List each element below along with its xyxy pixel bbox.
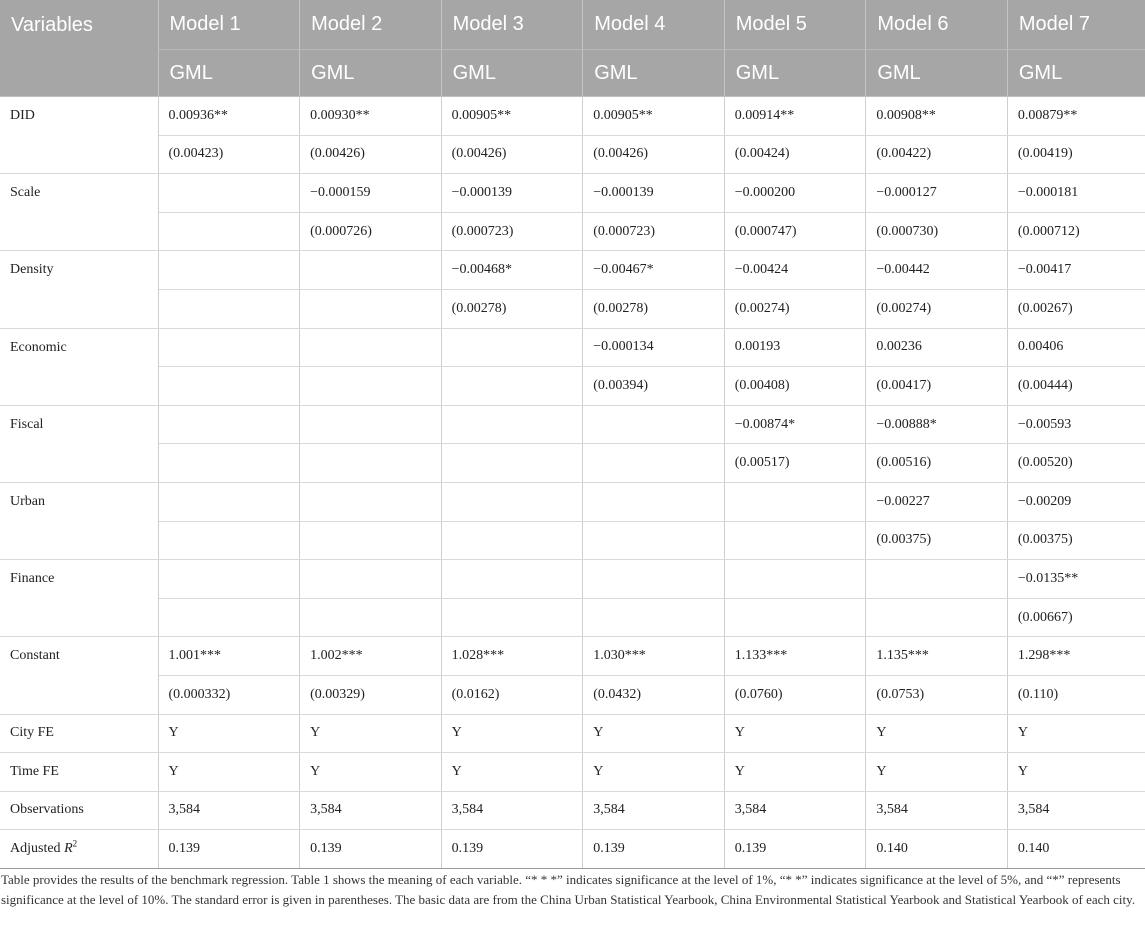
std-error-cell: (0.000747) (724, 212, 866, 251)
value-cell: 3,584 (866, 791, 1008, 830)
variable-label: Observations (0, 791, 158, 830)
coefficient-cell: −0.000127 (866, 174, 1008, 213)
coefficient-cell (300, 405, 442, 444)
value-cell: Y (1007, 753, 1145, 792)
table-row (0, 753, 1145, 792)
r-superscript: 2 (72, 838, 78, 849)
dependent-variable-header: GML (1007, 50, 1145, 97)
coefficient-cell: −0.00442 (866, 251, 1008, 290)
coefficient-cell (300, 482, 442, 521)
coefficient-cell: 0.00193 (724, 328, 866, 367)
model-header: Model 4 (583, 0, 725, 50)
coefficient-cell (441, 482, 583, 521)
variable-label: Economic (0, 328, 158, 405)
std-error-cell: (0.00375) (1007, 521, 1145, 560)
coefficient-cell: 1.133*** (724, 637, 866, 676)
value-cell: Y (583, 714, 725, 753)
coefficient-cell: 0.00936** (158, 97, 300, 136)
coefficient-cell (300, 251, 442, 290)
coefficient-cell: −0.00227 (866, 482, 1008, 521)
std-error-cell (441, 598, 583, 637)
table-row (0, 212, 1145, 251)
table-row (0, 560, 1145, 599)
coefficient-cell (583, 482, 725, 521)
model-header: Model 1 (158, 0, 300, 50)
std-error-cell (300, 289, 442, 328)
coefficient-cell: 0.00406 (1007, 328, 1145, 367)
std-error-cell: (0.00408) (724, 367, 866, 406)
value-cell: 3,584 (1007, 791, 1145, 830)
std-error-cell (158, 521, 300, 560)
variable-label: DID (0, 97, 158, 174)
coefficient-cell (158, 251, 300, 290)
coefficient-cell (583, 405, 725, 444)
table-row (0, 598, 1145, 637)
table-row (0, 791, 1145, 830)
std-error-cell: (0.00278) (441, 289, 583, 328)
value-cell: 3,584 (300, 791, 442, 830)
variable-label: Constant (0, 637, 158, 714)
coefficient-cell: 0.00879** (1007, 97, 1145, 136)
value-cell: 0.139 (724, 830, 866, 869)
coefficient-cell: −0.00888* (866, 405, 1008, 444)
r-symbol: R (64, 841, 73, 857)
std-error-cell: (0.0432) (583, 675, 725, 714)
value-cell: 3,584 (158, 791, 300, 830)
table-body (0, 97, 1145, 869)
table-row (0, 521, 1145, 560)
value-cell: Y (300, 753, 442, 792)
value-cell: 0.140 (866, 830, 1008, 869)
std-error-cell (300, 367, 442, 406)
coefficient-cell: 0.00930** (300, 97, 442, 136)
value-cell: 0.139 (583, 830, 725, 869)
coefficient-cell: −0.00424 (724, 251, 866, 290)
std-error-cell: (0.00375) (866, 521, 1008, 560)
std-error-cell: (0.00444) (1007, 367, 1145, 406)
table-row (0, 405, 1145, 444)
coefficient-cell: 1.001*** (158, 637, 300, 676)
coefficient-cell (300, 328, 442, 367)
variable-label: Fiscal (0, 405, 158, 482)
value-cell: Y (866, 714, 1008, 753)
table-row (0, 174, 1145, 213)
variable-label: City FE (0, 714, 158, 753)
std-error-cell: (0.00516) (866, 444, 1008, 483)
std-error-cell (866, 598, 1008, 637)
table-footnote: Table provides the results of the benchmark regression. Table 1 shows the meaning of each variable. “* * *” indicates significance at the level of 1%, “* *” indicates significance at the level of 5%, and “*” represents significance at the level of 10%. The standard error is given in parentheses. The basic data are from the China Urban Statistical Yearbook, China Environmental Statistical Yearbook and Statistical Yearbook of each city. (1, 872, 1136, 907)
table-row (0, 482, 1145, 521)
adjusted-r2-label (0, 830, 158, 869)
std-error-cell: (0.00267) (1007, 289, 1145, 328)
std-error-cell: (0.110) (1007, 675, 1145, 714)
std-error-cell: (0.00517) (724, 444, 866, 483)
std-error-cell: (0.00426) (300, 135, 442, 174)
header-row-models (0, 0, 1145, 50)
coefficient-cell: −0.00209 (1007, 482, 1145, 521)
std-error-cell: (0.000332) (158, 675, 300, 714)
coefficient-cell: 1.030*** (583, 637, 725, 676)
value-cell: Y (158, 753, 300, 792)
std-error-cell: (0.00424) (724, 135, 866, 174)
table-row (0, 637, 1145, 676)
variable-label: Urban (0, 482, 158, 559)
coefficient-cell: −0.00593 (1007, 405, 1145, 444)
dependent-variable-header: GML (158, 50, 300, 97)
std-error-cell (158, 444, 300, 483)
std-error-cell: (0.00274) (724, 289, 866, 328)
table-row (0, 251, 1145, 290)
coefficient-cell: 1.028*** (441, 637, 583, 676)
value-cell: Y (866, 753, 1008, 792)
table-row (0, 444, 1145, 483)
std-error-cell (158, 598, 300, 637)
std-error-cell (724, 521, 866, 560)
coefficient-cell: 0.00236 (866, 328, 1008, 367)
table-row (0, 289, 1145, 328)
coefficient-cell (441, 560, 583, 599)
std-error-cell (441, 444, 583, 483)
variable-label: Density (0, 251, 158, 328)
std-error-cell: (0.000712) (1007, 212, 1145, 251)
coefficient-cell (441, 405, 583, 444)
value-cell: Y (724, 714, 866, 753)
std-error-cell: (0.0753) (866, 675, 1008, 714)
table-header (0, 0, 1145, 97)
variable-label: Finance (0, 560, 158, 637)
coefficient-cell: −0.000159 (300, 174, 442, 213)
std-error-cell: (0.00394) (583, 367, 725, 406)
std-error-cell (441, 367, 583, 406)
std-error-cell: (0.0162) (441, 675, 583, 714)
std-error-cell (583, 598, 725, 637)
coefficient-cell (158, 405, 300, 444)
dependent-variable-header: GML (583, 50, 725, 97)
model-header: Model 5 (724, 0, 866, 50)
table-row (0, 135, 1145, 174)
model-header: Model 7 (1007, 0, 1145, 50)
coefficient-cell (300, 560, 442, 599)
std-error-cell: (0.000723) (583, 212, 725, 251)
value-cell: Y (724, 753, 866, 792)
dependent-variable-header: GML (866, 50, 1008, 97)
dependent-variable-header: GML (441, 50, 583, 97)
coefficient-cell: 1.135*** (866, 637, 1008, 676)
std-error-cell: (0.00278) (583, 289, 725, 328)
std-error-cell (158, 289, 300, 328)
std-error-cell: (0.00419) (1007, 135, 1145, 174)
std-error-cell (441, 521, 583, 560)
coefficient-cell (866, 560, 1008, 599)
value-cell: Y (441, 753, 583, 792)
coefficient-cell (724, 560, 866, 599)
std-error-cell: (0.000730) (866, 212, 1008, 251)
value-cell: 3,584 (441, 791, 583, 830)
coefficient-cell: 1.002*** (300, 637, 442, 676)
std-error-cell: (0.0760) (724, 675, 866, 714)
coefficient-cell: −0.00467* (583, 251, 725, 290)
dependent-variable-header: GML (724, 50, 866, 97)
coefficient-cell: −0.00468* (441, 251, 583, 290)
header-row-dependent (0, 50, 1145, 97)
std-error-cell (158, 212, 300, 251)
std-error-cell: (0.00274) (866, 289, 1008, 328)
coefficient-cell: −0.000200 (724, 174, 866, 213)
coefficient-cell: −0.00874* (724, 405, 866, 444)
coefficient-cell (158, 328, 300, 367)
value-cell: Y (441, 714, 583, 753)
std-error-cell: (0.000726) (300, 212, 442, 251)
std-error-cell: (0.00426) (583, 135, 725, 174)
model-header: Model 2 (300, 0, 442, 50)
model-header: Model 3 (441, 0, 583, 50)
value-cell: Y (1007, 714, 1145, 753)
coefficient-cell: 1.298*** (1007, 637, 1145, 676)
coefficient-cell: −0.000134 (583, 328, 725, 367)
table-row (0, 97, 1145, 136)
variable-label: Scale (0, 174, 158, 251)
coefficient-cell (724, 482, 866, 521)
std-error-cell: (0.00426) (441, 135, 583, 174)
coefficient-cell: 0.00914** (724, 97, 866, 136)
value-cell: 0.139 (300, 830, 442, 869)
coefficient-cell: −0.0135** (1007, 560, 1145, 599)
std-error-cell (158, 367, 300, 406)
variable-label: Time FE (0, 753, 158, 792)
std-error-cell (583, 521, 725, 560)
std-error-cell: (0.00422) (866, 135, 1008, 174)
value-cell: 3,584 (724, 791, 866, 830)
coefficient-cell (158, 560, 300, 599)
value-cell: 0.140 (1007, 830, 1145, 869)
value-cell: Y (583, 753, 725, 792)
coefficient-cell: −0.00417 (1007, 251, 1145, 290)
dependent-variable-header: GML (300, 50, 442, 97)
std-error-cell: (0.00667) (1007, 598, 1145, 637)
std-error-cell: (0.000723) (441, 212, 583, 251)
coefficient-cell (158, 482, 300, 521)
variables-header: Variables (0, 0, 158, 97)
std-error-cell: (0.00329) (300, 675, 442, 714)
coefficient-cell (583, 560, 725, 599)
table-row (0, 830, 1145, 869)
table-row (0, 675, 1145, 714)
table-row (0, 714, 1145, 753)
std-error-cell (583, 444, 725, 483)
coefficient-cell (158, 174, 300, 213)
coefficient-cell: 0.00905** (583, 97, 725, 136)
value-cell: 3,584 (583, 791, 725, 830)
std-error-cell: (0.00423) (158, 135, 300, 174)
coefficient-cell: 0.00905** (441, 97, 583, 136)
std-error-cell (300, 521, 442, 560)
adjusted-r2-prefix: Adjusted (10, 841, 65, 857)
value-cell: Y (300, 714, 442, 753)
coefficient-cell: −0.000181 (1007, 174, 1145, 213)
std-error-cell: (0.00417) (866, 367, 1008, 406)
std-error-cell (300, 444, 442, 483)
coefficient-cell: 0.00908** (866, 97, 1008, 136)
value-cell: 0.139 (158, 830, 300, 869)
coefficient-cell (441, 328, 583, 367)
value-cell: 0.139 (441, 830, 583, 869)
coefficient-cell: −0.000139 (441, 174, 583, 213)
table-row (0, 367, 1145, 406)
coefficient-cell: −0.000139 (583, 174, 725, 213)
std-error-cell (724, 598, 866, 637)
value-cell: Y (158, 714, 300, 753)
table-row (0, 328, 1145, 367)
std-error-cell: (0.00520) (1007, 444, 1145, 483)
std-error-cell (300, 598, 442, 637)
model-header: Model 6 (866, 0, 1008, 50)
